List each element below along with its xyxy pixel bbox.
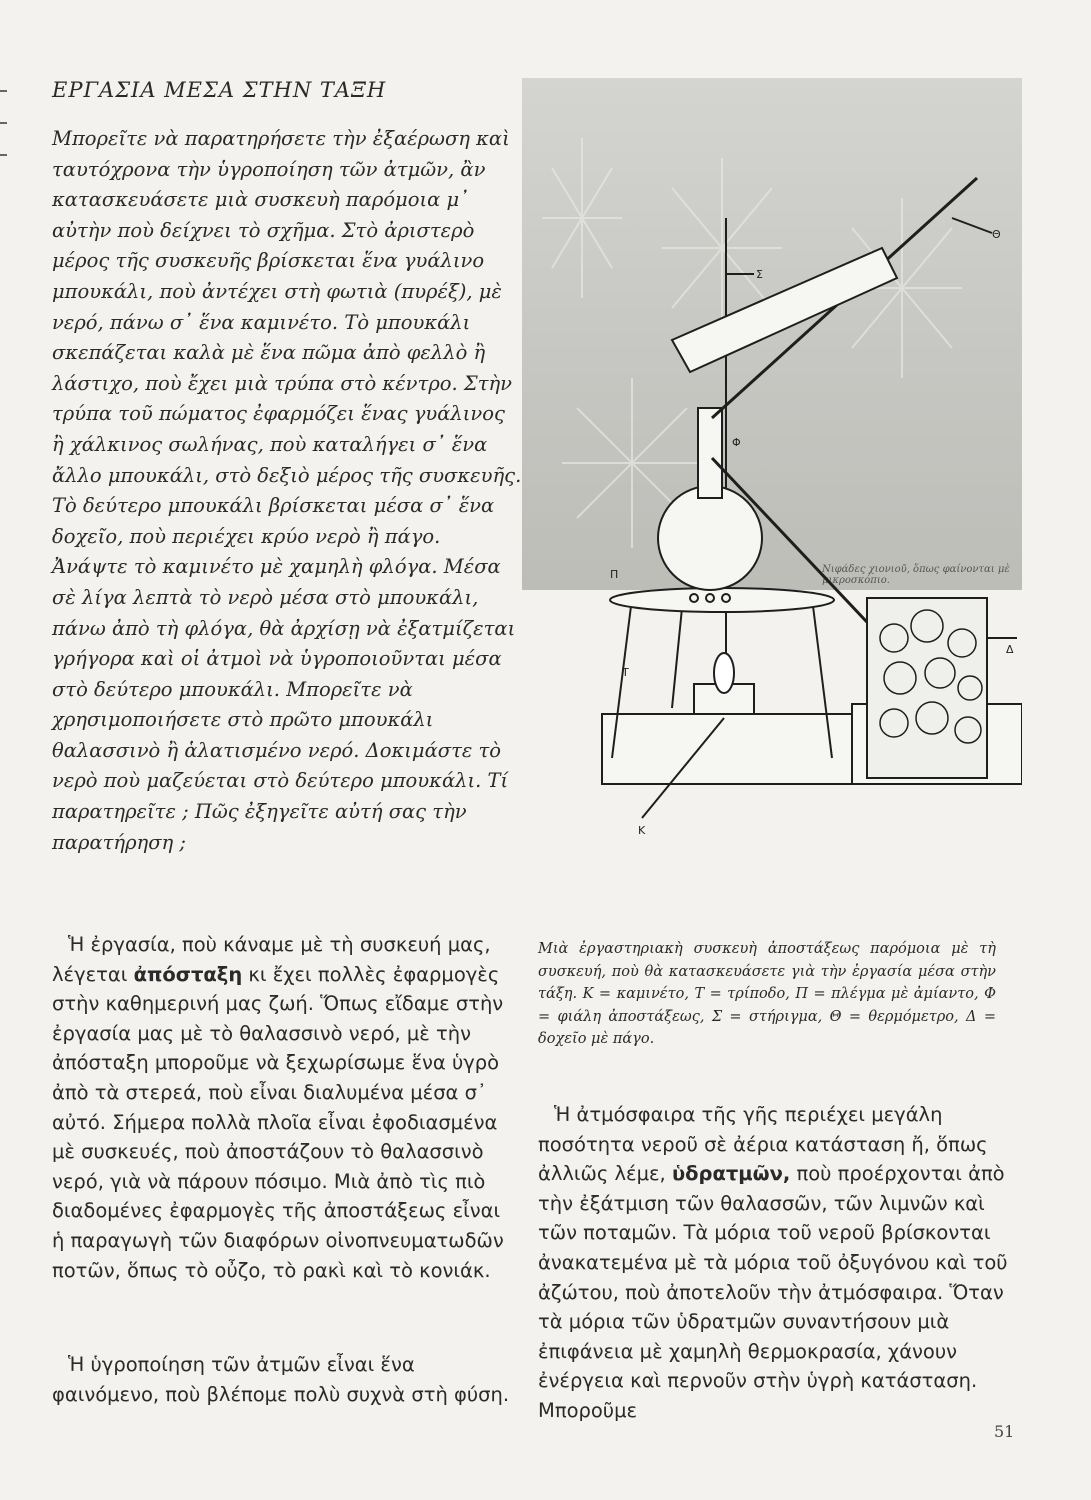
distillation-flask xyxy=(658,486,762,590)
condensation-paragraph: Ἡ ὑγροποίηση τῶν ἀτμῶν εἶναι ἕνα φαινόμενο, ποὺ βλέπομε πολὺ συχνὰ στὴ φύση. xyxy=(52,1353,510,1406)
distillation-paragraph: Ἡ ἐργασία, ποὺ κάναμε μὲ τὴ συσκευή μας, λέγεται ἀπόσταξη κι ἔχει πολλὲς ἐφαρμογὲς στὴν καθημερινή μας ζωή. Ὅπως εἴδαμε στὴν ἐργασία μας μὲ τὸ θαλασσινὸ νερό, μὲ τὴν ἀπόσταξη μποροῦμε νὰ ξεχωρίσωμε ἕνα ὑγρὸ ἀπὸ τὰ στερεά, ποὺ εἶναι διαλυμένα μέσα σ᾽ αὐτό. Σήμερα πολλὰ πλοῖα εἶναι ἐφοδιασμένα μὲ συσκευές, ποὺ ἀποστάζουν τὸ θαλασσινὸ νερό, γιὰ νὰ πάρουν πόσιμο. Μιὰ ἀπὸ τὶς πιὸ διαδομένες ἐφαρμογὲς τῆς ἀποστάξεως εἶναι ἡ παραγωγὴ τῶν διαφόρων οἰνοπνευματωδῶν ποτῶν, ὅπως τὸ οὖζο, τὸ ρακὶ καὶ τὸ κονιάκ. xyxy=(52,933,504,1282)
label-tripod: Τ xyxy=(622,666,629,679)
base-plate xyxy=(602,714,888,784)
page-number: 51 xyxy=(994,1422,1015,1441)
label-stand: Σ xyxy=(756,268,763,281)
section-heading: ΕΡΓΑΣΙΑ ΜΕΣΑ ΣΤΗΝ ΤΑΞΗ xyxy=(52,78,387,102)
label-container: Δ xyxy=(1006,643,1014,656)
tripod-leg xyxy=(672,608,682,708)
label-mesh: Π xyxy=(610,568,619,581)
classroom-activity-section xyxy=(52,78,522,858)
ice-beaker xyxy=(867,598,987,778)
thermometer-label-line xyxy=(952,218,992,233)
label-thermometer: Θ xyxy=(992,228,1001,241)
label-burner: Κ xyxy=(638,824,646,837)
term-distillation: ἀπόσταξη xyxy=(133,962,243,986)
atmosphere-paragraph: Ἡ ἀτμόσφαιρα τῆς γῆς περιέχει μεγάλη ποσότητα νεροῦ σὲ ἀέρια κατάσταση ἤ, ὅπως ἀλλιῶς λέμε, ὑδρατμῶν, ποὺ προέρχονται ἀπὸ τὴν ἐξάτμιση τῶν θαλασσῶν, τῶν λιμνῶν καὶ τῶν ποταμῶν. Τὰ μόρια τοῦ νεροῦ βρίσκονται ἀνακατεμένα μὲ τὰ μόρια τοῦ ὀξυγόνου καὶ τοῦ ἀζώτου, ποὺ ἀποτελοῦν τὴν ἀτμόσφαιρα. Ὅταν τὰ μόρια τῶν ὑδρατμῶν συναντήσουν μιὰ ἐπιφάνεια μὲ χαμηλὴ θερμοκρασία, χάνουν ἐνέργεια καὶ περνοῦν στὴν ὑγρὴ κατάσταση. Μποροῦμε xyxy=(538,1103,1008,1422)
burner-flame xyxy=(714,653,734,693)
binding-edge-marks xyxy=(0,90,10,186)
label-flask: Φ xyxy=(732,436,741,449)
flask-neck xyxy=(698,408,722,498)
activity-instructions: Μπορεῖτε νὰ παρατηρήσετε τὴν ἐξαέρωση καὶ ταυτόχρονα τὴν ὑγροποίηση τῶν ἀτμῶν, ἂν κατασκευάσετε μιὰ συσκευὴ παρόμοια μ᾽ αὐτὴν ποὺ δείχνει τὸ σχῆμα. Στὸ ἀριστερὸ μέρος τῆς συσκευῆς βρίσκεται ἕνα γυάλινο μπουκάλι, ποὺ ἀντέχει στὴ φωτιὰ (πυρέξ), μὲ νερό, πάνω σ᾽ ἕνα καμινέτο. Τὸ μπουκάλι σκεπάζεται καλὰ μὲ ἕνα πῶμα ἀπὸ φελλὸ ἢ λάστιχο, ποὺ ἔχει μιὰ τρύπα στὸ κέντρο. Στὴν τρύπα τοῦ πώματος ἐφαρμόζει ἕνας γυάλινος ἢ χάλκινος σωλήνας, ποὺ καταλήγει σ᾽ ἕνα ἄλλο μπουκάλι, στὸ δεξιὸ μέρος τῆς συσκευῆς. Τὸ δεύτερο μπουκάλι βρίσκεται μέσα σ᾽ ἕνα δοχεῖο, ποὺ περιέχει κρύο νερὸ ἢ πάγο. Ἀνάψτε τὸ καμινέτο μὲ χαμηλὴ φλόγα. Μέσα σὲ λίγα λεπτὰ τὸ νερὸ μέσα στὸ μπουκάλι, πάνω ἀπὸ τὴ φλόγα, θὰ ἀρχίσῃ νὰ ἐξατμίζεται γρήγορα καὶ οἱ ἀτμοὶ νὰ ὑγροποιοῦνται μέσα στὸ δεύτερο μπουκάλι. Μπορεῖτε νὰ χρησιμοποιήσετε στὸ πρῶτο μπουκάλι θαλασσινὸ ἢ ἁλατισμένο νερό. Δοκιμάστε τὸ νερὸ ποὺ μαζεύεται στὸ δεύτερο μπουκάλι. Τί παρατηρεῖτε ; Πῶς ἐξηγεῖτε αὐτή σας τὴν παρατήρηση ; xyxy=(52,127,522,854)
distillation-apparatus-diagram xyxy=(522,78,1022,916)
distillation-figure xyxy=(522,78,1022,916)
figure-caption: Μιὰ ἐργαστηριακὴ συσκευὴ ἀποστάξεως παρόμοια μὲ τὴ συσκευή, ποὺ θὰ κατασκευάσετε γιὰ τὴν ἐργασία μέσα στὴν τάξη. Κ = καμινέτο, Τ = τρίποδο, Π = πλέγμα μὲ ἀμίαντο, Φ = φιάλη ἀποστάξεως, Σ = στήριγμα, Θ = θερμόμετρο, Δ = δοχεῖο μὲ πάγο. xyxy=(538,941,996,1047)
photo-caption: Νιφάδες χιονιοῦ, ὅπως φαίνονται μὲ μικροσκόπιο. xyxy=(822,564,1010,586)
term-water-vapour: ὑδρατμῶν, xyxy=(671,1162,791,1186)
